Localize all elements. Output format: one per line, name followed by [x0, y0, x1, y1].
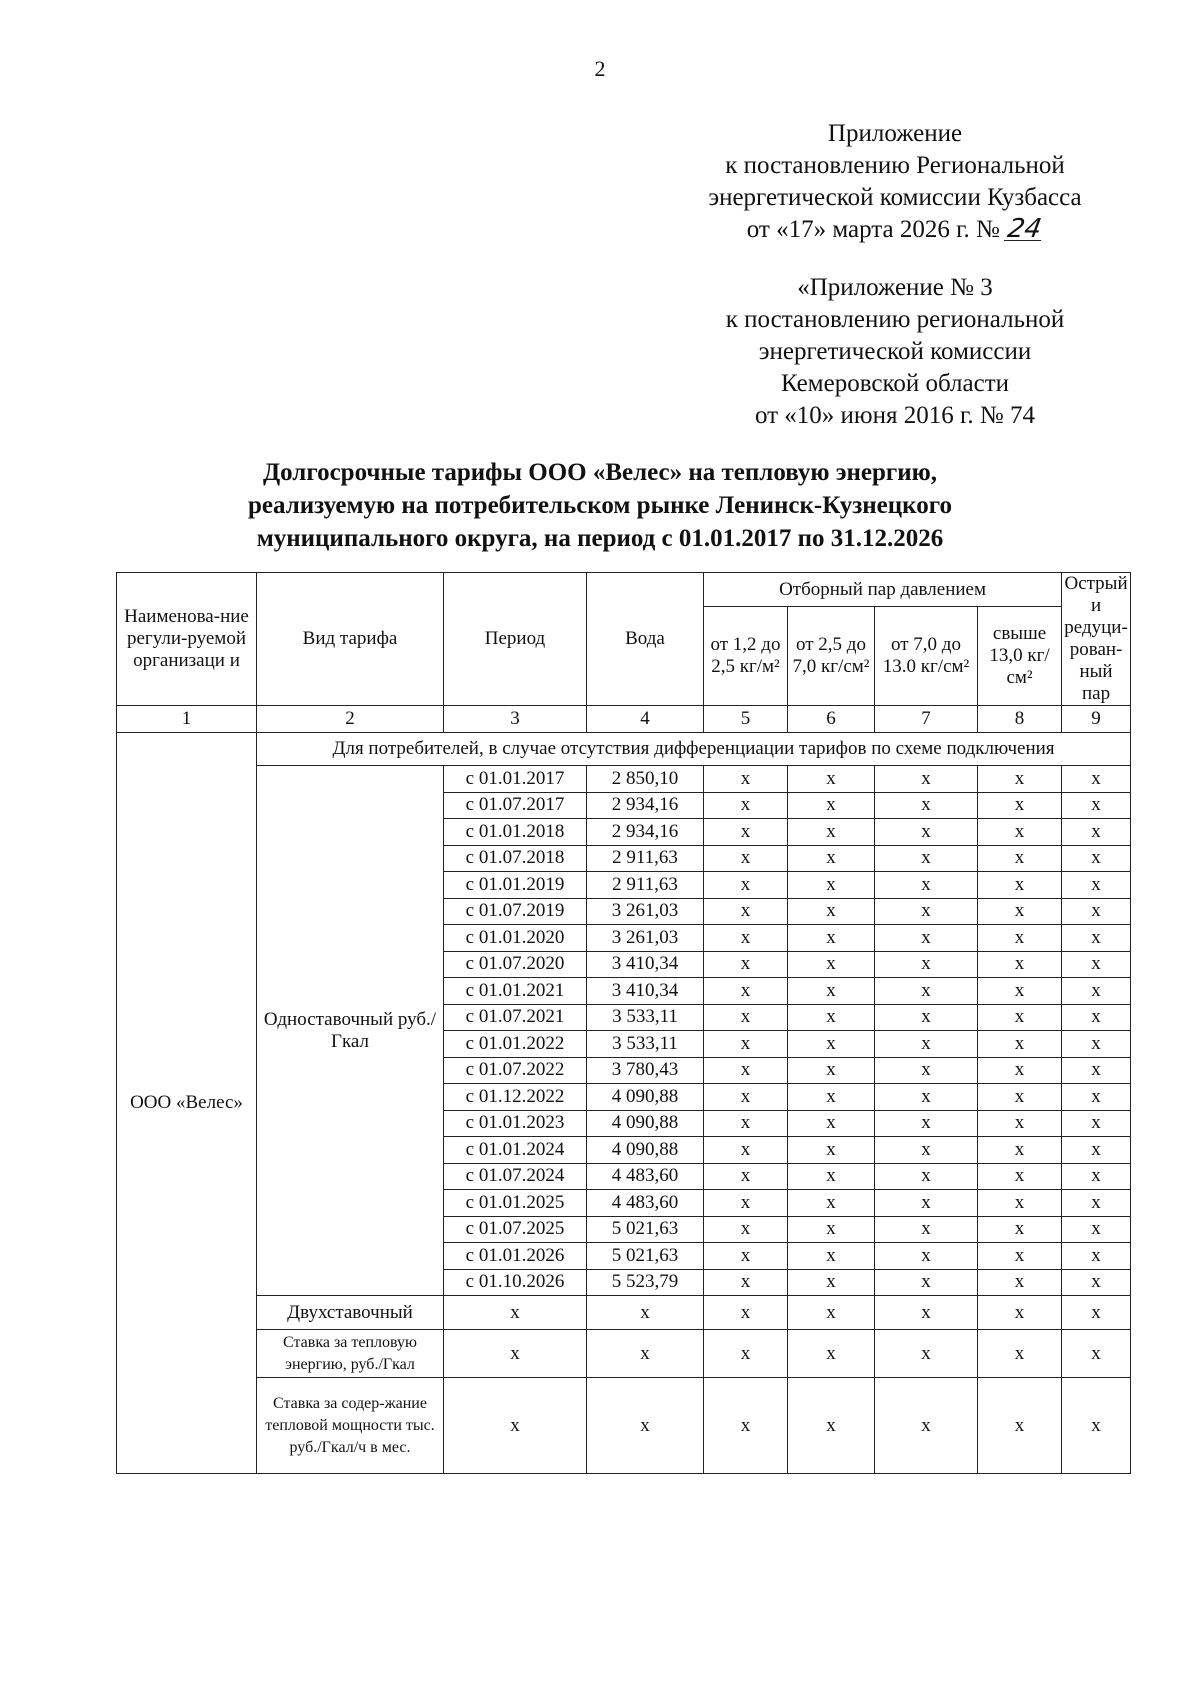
title-line: реализуемую на потребительском рынке Ленинск-Кузнецкого [247, 492, 952, 519]
empty-mark-cell: х [788, 1243, 875, 1270]
title-line: Долгосрочные тарифы ООО «Велес» на тепловую энергию, [262, 459, 938, 486]
empty-mark-cell: х [704, 1269, 788, 1296]
water-cell: 3 533,11 [587, 1004, 704, 1031]
appendix-date-line [680, 214, 1110, 246]
empty-mark-cell: х [978, 951, 1062, 978]
period-cell: с 01.01.2023 [444, 1110, 587, 1137]
section-label: Для потребителей, в случае отсутствия дифференциации тарифов по схеме подключения [257, 733, 1131, 766]
empty-mark-cell: х [978, 1330, 1062, 1378]
empty-mark-cell: х [875, 898, 978, 925]
page-number: 2 [594, 56, 606, 81]
appendix-reference-original [680, 272, 1110, 432]
table-row [117, 1330, 1131, 1378]
water-cell: 3 410,34 [587, 978, 704, 1005]
empty-mark-cell: х [704, 951, 788, 978]
appendix-line: энергетической комиссии Кузбасса [708, 184, 1082, 211]
empty-mark-cell: х [788, 845, 875, 872]
empty-mark-cell: х [1062, 819, 1131, 846]
column-number-row [117, 706, 1131, 733]
empty-mark-cell: х [788, 1296, 875, 1330]
period-cell: с 01.07.2017 [444, 792, 587, 819]
header-org: Наименова-ние регули-руемой организаци и [117, 573, 257, 706]
empty-mark-cell: х [875, 1296, 978, 1330]
header-sharp-steam: Острый и редуци-рован-ный пар [1062, 573, 1131, 706]
appendix-reference-current [680, 118, 1110, 246]
period-cell: с 01.01.2018 [444, 819, 587, 846]
empty-mark-cell: х [1062, 1190, 1131, 1217]
header-water: Вода [587, 573, 704, 706]
empty-mark-cell: х [704, 1330, 788, 1378]
empty-mark-cell: х [875, 1190, 978, 1217]
empty-mark-cell: х [788, 872, 875, 899]
empty-mark-cell: х [704, 792, 788, 819]
water-cell: 4 483,60 [587, 1163, 704, 1190]
empty-mark-cell: х [704, 1110, 788, 1137]
empty-mark-cell: х [875, 872, 978, 899]
empty-mark-cell: х [704, 1031, 788, 1058]
empty-mark-cell: х [788, 766, 875, 793]
empty-mark-cell: х [1062, 951, 1131, 978]
empty-mark-cell: х [875, 1163, 978, 1190]
column-number: 4 [587, 706, 704, 733]
empty-mark-cell: х [978, 845, 1062, 872]
period-cell: с 01.07.2025 [444, 1216, 587, 1243]
empty-mark-cell: х [1062, 1084, 1131, 1111]
empty-mark-cell: х [1062, 1296, 1131, 1330]
empty-mark-cell: х [978, 1137, 1062, 1164]
empty-mark-cell: х [1062, 978, 1131, 1005]
period-cell: с 01.01.2024 [444, 1137, 587, 1164]
empty-mark-cell: х [1062, 898, 1131, 925]
empty-mark-cell: х [704, 1296, 788, 1330]
appendix-line: Приложение [827, 120, 963, 147]
header-steam-group: Отборный пар давлением [704, 573, 1062, 607]
water-cell: 4 090,88 [587, 1110, 704, 1137]
empty-mark-cell: х [788, 925, 875, 952]
empty-mark-cell: х [978, 1110, 1062, 1137]
empty-mark-cell: х [587, 1296, 704, 1330]
empty-mark-cell: х [444, 1330, 587, 1378]
header-steam-2: от 2,5 до 7,0 кг/см² [788, 607, 875, 706]
appendix-line: «Приложение № 3 [797, 274, 993, 301]
empty-mark-cell: х [875, 845, 978, 872]
period-cell: с 01.12.2022 [444, 1084, 587, 1111]
table-row [117, 1296, 1131, 1330]
water-cell: 2 934,16 [587, 792, 704, 819]
empty-mark-cell: х [704, 978, 788, 1005]
empty-mark-cell: х [978, 792, 1062, 819]
header-steam-1: от 1,2 до 2,5 кг/м² [704, 607, 788, 706]
empty-mark-cell: х [1062, 1110, 1131, 1137]
header-tariff-type: Вид тарифа [257, 573, 444, 706]
empty-mark-cell: х [1062, 792, 1131, 819]
empty-mark-cell: х [788, 1269, 875, 1296]
energy-rate-label: Ставка за тепловую энергию, руб./Гкал [257, 1330, 444, 1378]
empty-mark-cell: х [875, 792, 978, 819]
appendix-line: Кемеровской области [780, 370, 1010, 397]
empty-mark-cell: х [978, 1216, 1062, 1243]
empty-mark-cell: х [704, 1243, 788, 1270]
empty-mark-cell: х [788, 792, 875, 819]
empty-mark-cell: х [1062, 1243, 1131, 1270]
empty-mark-cell: х [978, 1004, 1062, 1031]
empty-mark-cell: х [788, 1110, 875, 1137]
water-cell: 3 261,03 [587, 925, 704, 952]
period-cell: с 01.07.2021 [444, 1004, 587, 1031]
capacity-rate-label: Ставка за содер-жание тепловой мощности тыс. руб./Гкал/ч в мес. [257, 1378, 444, 1474]
empty-mark-cell: х [875, 1330, 978, 1378]
water-cell: 3 261,03 [587, 898, 704, 925]
water-cell: 2 911,63 [587, 872, 704, 899]
empty-mark-cell: х [704, 1216, 788, 1243]
period-cell: с 01.10.2026 [444, 1269, 587, 1296]
empty-mark-cell: х [978, 1031, 1062, 1058]
header-period: Период [444, 573, 587, 706]
empty-mark-cell: х [978, 1190, 1062, 1217]
column-number: 3 [444, 706, 587, 733]
two-rate-label: Двухставочный [257, 1296, 444, 1330]
empty-mark-cell: х [1062, 1031, 1131, 1058]
empty-mark-cell: х [978, 1269, 1062, 1296]
empty-mark-cell: х [1062, 1378, 1131, 1474]
column-number: 8 [978, 706, 1062, 733]
empty-mark-cell: х [978, 978, 1062, 1005]
empty-mark-cell: х [978, 925, 1062, 952]
empty-mark-cell: х [788, 1216, 875, 1243]
empty-mark-cell: х [704, 925, 788, 952]
empty-mark-cell: х [1062, 1057, 1131, 1084]
period-cell: с 01.01.2026 [444, 1243, 587, 1270]
water-cell: 4 090,88 [587, 1137, 704, 1164]
period-cell: с 01.01.2020 [444, 925, 587, 952]
empty-mark-cell: х [444, 1296, 587, 1330]
appendix-line: от «10» июня 2016 г. № 74 [754, 402, 1036, 429]
empty-mark-cell: х [704, 845, 788, 872]
empty-mark-cell: х [875, 1378, 978, 1474]
empty-mark-cell: х [875, 925, 978, 952]
empty-mark-cell: х [704, 1378, 788, 1474]
column-number: 2 [257, 706, 444, 733]
empty-mark-cell: х [875, 1137, 978, 1164]
empty-mark-cell: х [1062, 872, 1131, 899]
empty-mark-cell: х [1062, 1216, 1131, 1243]
period-cell: с 01.01.2021 [444, 978, 587, 1005]
empty-mark-cell: х [788, 898, 875, 925]
empty-mark-cell: х [875, 1031, 978, 1058]
title-line: муниципального округа, на период с 01.01.2017 по 31.12.2026 [256, 525, 944, 552]
empty-mark-cell: х [704, 898, 788, 925]
period-cell: с 01.01.2025 [444, 1190, 587, 1217]
empty-mark-cell: х [875, 1216, 978, 1243]
appendix-line: к постановлению Региональной [725, 152, 1065, 179]
org-name: ООО «Велес» [117, 733, 257, 1474]
column-number: 9 [1062, 706, 1131, 733]
period-cell: с 01.07.2020 [444, 951, 587, 978]
empty-mark-cell: х [875, 819, 978, 846]
empty-mark-cell: х [444, 1378, 587, 1474]
tariff-table [116, 572, 1131, 1474]
empty-mark-cell: х [1062, 1269, 1131, 1296]
single-rate-label: Одноставочный руб./Гкал [257, 766, 444, 1296]
water-cell: 2 934,16 [587, 819, 704, 846]
empty-mark-cell: х [587, 1330, 704, 1378]
appendix-line: к постановлению региональной [725, 306, 1065, 333]
period-cell: с 01.07.2024 [444, 1163, 587, 1190]
appendix-line: энергетической комиссии [758, 338, 1032, 365]
column-number: 5 [704, 706, 788, 733]
water-cell: 5 021,63 [587, 1243, 704, 1270]
empty-mark-cell: х [978, 1057, 1062, 1084]
empty-mark-cell: х [875, 1269, 978, 1296]
empty-mark-cell: х [1062, 1137, 1131, 1164]
period-cell: с 01.07.2019 [444, 898, 587, 925]
empty-mark-cell: х [978, 819, 1062, 846]
column-number: 6 [788, 706, 875, 733]
empty-mark-cell: х [704, 1163, 788, 1190]
column-number: 7 [875, 706, 978, 733]
empty-mark-cell: х [978, 1084, 1062, 1111]
empty-mark-cell: х [875, 1110, 978, 1137]
empty-mark-cell: х [978, 1163, 1062, 1190]
empty-mark-cell: х [788, 1378, 875, 1474]
empty-mark-cell: х [875, 1004, 978, 1031]
period-cell: с 01.01.2019 [444, 872, 587, 899]
empty-mark-cell: х [978, 1378, 1062, 1474]
empty-mark-cell: х [587, 1378, 704, 1474]
empty-mark-cell: х [1062, 1330, 1131, 1378]
empty-mark-cell: х [978, 1243, 1062, 1270]
empty-mark-cell: х [788, 951, 875, 978]
table-row [117, 766, 1131, 793]
empty-mark-cell: х [788, 978, 875, 1005]
period-cell: с 01.01.2022 [444, 1031, 587, 1058]
empty-mark-cell: х [704, 1190, 788, 1217]
period-cell: с 01.01.2017 [444, 766, 587, 793]
empty-mark-cell: х [875, 951, 978, 978]
empty-mark-cell: х [704, 1084, 788, 1111]
table-row [117, 1378, 1131, 1474]
empty-mark-cell: х [875, 1243, 978, 1270]
water-cell: 5 523,79 [587, 1269, 704, 1296]
handwritten-number: 24 [1005, 214, 1044, 244]
period-cell: с 01.07.2018 [444, 845, 587, 872]
empty-mark-cell: х [875, 1057, 978, 1084]
empty-mark-cell: х [788, 1057, 875, 1084]
empty-mark-cell: х [788, 1190, 875, 1217]
empty-mark-cell: х [788, 1330, 875, 1378]
empty-mark-cell: х [788, 1004, 875, 1031]
empty-mark-cell: х [788, 819, 875, 846]
empty-mark-cell: х [1062, 766, 1131, 793]
water-cell: 2 850,10 [587, 766, 704, 793]
water-cell: 4 483,60 [587, 1190, 704, 1217]
period-cell: с 01.07.2022 [444, 1057, 587, 1084]
water-cell: 4 090,88 [587, 1084, 704, 1111]
document-title [120, 456, 1080, 555]
empty-mark-cell: х [1062, 1163, 1131, 1190]
empty-mark-cell: х [978, 766, 1062, 793]
empty-mark-cell: х [704, 766, 788, 793]
empty-mark-cell: х [788, 1163, 875, 1190]
water-cell: 5 021,63 [587, 1216, 704, 1243]
empty-mark-cell: х [1062, 1004, 1131, 1031]
water-cell: 2 911,63 [587, 845, 704, 872]
empty-mark-cell: х [1062, 925, 1131, 952]
empty-mark-cell: х [978, 898, 1062, 925]
water-cell: 3 780,43 [587, 1057, 704, 1084]
empty-mark-cell: х [788, 1084, 875, 1111]
empty-mark-cell: х [978, 1296, 1062, 1330]
empty-mark-cell: х [875, 1084, 978, 1111]
column-number: 1 [117, 706, 257, 733]
water-cell: 3 533,11 [587, 1031, 704, 1058]
empty-mark-cell: х [978, 872, 1062, 899]
header-steam-3: от 7,0 до 13.0 кг/см² [875, 607, 978, 706]
empty-mark-cell: х [788, 1137, 875, 1164]
empty-mark-cell: х [1062, 845, 1131, 872]
empty-mark-cell: х [875, 978, 978, 1005]
empty-mark-cell: х [704, 819, 788, 846]
empty-mark-cell: х [704, 1137, 788, 1164]
empty-mark-cell: х [788, 1031, 875, 1058]
empty-mark-cell: х [704, 872, 788, 899]
empty-mark-cell: х [704, 1004, 788, 1031]
appendix-date: от «17» марта 2026 г. № [746, 216, 1000, 243]
empty-mark-cell: х [704, 1057, 788, 1084]
empty-mark-cell: х [875, 766, 978, 793]
water-cell: 3 410,34 [587, 951, 704, 978]
header-steam-4: свыше 13,0 кг/см² [978, 607, 1062, 706]
